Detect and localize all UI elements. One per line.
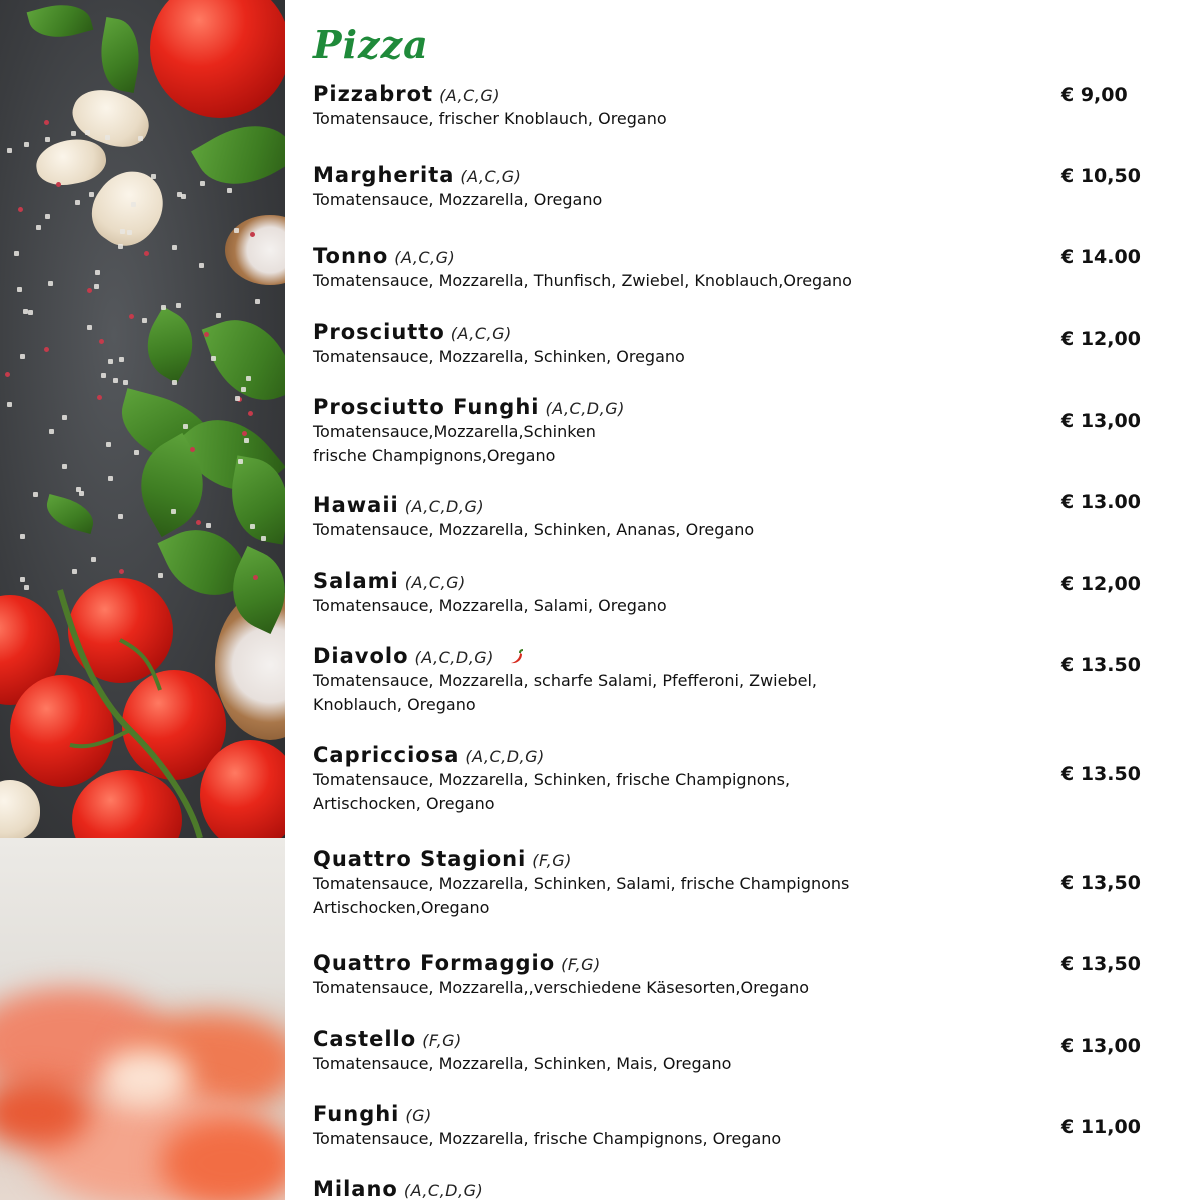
pizza-price: € 13,00 bbox=[1061, 410, 1141, 432]
salt-crystal bbox=[89, 192, 94, 197]
salt-crystal bbox=[134, 450, 139, 455]
pizza-price: € 10,50 bbox=[1061, 165, 1141, 187]
pizza-description: Tomatensauce, Mozzarella, Schinken, Ananas, Oregano bbox=[313, 520, 755, 539]
basil-leaf bbox=[191, 107, 285, 204]
salt-crystal bbox=[101, 373, 106, 378]
salt-crystal bbox=[20, 354, 25, 359]
salt-crystal bbox=[177, 192, 182, 197]
menu-item bbox=[313, 950, 1163, 1000]
allergen-codes: (A,C,D,G) bbox=[403, 1181, 484, 1200]
pizza-price: € 11,00 bbox=[1061, 1116, 1141, 1138]
pizza-description: Artischocken, Oregano bbox=[313, 793, 495, 813]
menu-item-header bbox=[313, 1026, 1163, 1052]
salt-crystal bbox=[91, 557, 96, 562]
menu-item bbox=[313, 846, 1163, 919]
salt-crystal bbox=[7, 402, 12, 407]
tomato bbox=[150, 0, 285, 118]
peppercorn bbox=[99, 339, 104, 344]
menu-item-header bbox=[313, 1101, 1163, 1127]
pizza-name: Pizzabrot bbox=[313, 82, 434, 106]
pizza-name: Quattro Formaggio bbox=[313, 951, 556, 975]
salt-crystal bbox=[113, 378, 118, 383]
allergen-codes: (A,C,G) bbox=[450, 324, 512, 343]
pizza-price: € 14.00 bbox=[1061, 246, 1141, 268]
salt-crystal bbox=[49, 429, 54, 434]
pizza-name: Diavolo bbox=[313, 644, 409, 668]
basil-leaf bbox=[94, 17, 146, 93]
menu-item bbox=[313, 1101, 1163, 1151]
salt-crystal bbox=[79, 491, 84, 496]
salt-crystal bbox=[244, 438, 249, 443]
pizza-name: Prosciutto Funghi bbox=[313, 395, 540, 419]
salt-crystal bbox=[211, 356, 216, 361]
pizza-description: Tomatensauce, Mozzarella, Schinken, Mais, Oregano bbox=[313, 1054, 732, 1073]
menu-item-header bbox=[313, 243, 1163, 269]
salt-crystal bbox=[28, 310, 33, 315]
allergen-codes: (A,C,G) bbox=[404, 573, 466, 592]
salt-crystal bbox=[158, 573, 163, 578]
menu-item-header bbox=[313, 492, 1163, 518]
pizza-price: € 12,00 bbox=[1061, 573, 1141, 595]
pizza-description: Tomatensauce, Mozzarella, scharfe Salami, Pfefferoni, Zwiebel, bbox=[313, 671, 817, 690]
peppercorn bbox=[190, 447, 195, 452]
allergen-codes: (A,C,D,G) bbox=[414, 648, 494, 667]
salt-crystal bbox=[106, 442, 111, 447]
basil-leaf bbox=[42, 494, 98, 534]
salt-crystal bbox=[45, 137, 50, 142]
pizza-description: Tomatensauce, Mozzarella, Schinken, frische Champignons, bbox=[313, 770, 791, 789]
pizza-name: Salami bbox=[313, 569, 399, 593]
pizza-name: Hawaii bbox=[313, 493, 399, 517]
allergen-codes: (G) bbox=[405, 1106, 432, 1125]
salt-crystal bbox=[199, 263, 204, 268]
salt-crystal bbox=[255, 299, 260, 304]
pizza-menu bbox=[313, 0, 1183, 1200]
peppercorn bbox=[119, 569, 124, 574]
allergen-codes: (A,C,D,G) bbox=[465, 747, 545, 766]
pizza-name: Prosciutto bbox=[313, 320, 445, 344]
salt-crystal bbox=[138, 136, 143, 141]
salt-crystal bbox=[75, 200, 80, 205]
pizza-description: Tomatensauce, Mozzarella, Thunfisch, Zwiebel, Knoblauch,Oregano bbox=[313, 271, 852, 290]
salt-crystal bbox=[108, 359, 113, 364]
salt-crystal bbox=[183, 424, 188, 429]
pizza-name: Capricciosa bbox=[313, 743, 460, 767]
salt-crystal bbox=[131, 202, 136, 207]
salt-crystal bbox=[105, 135, 110, 140]
pizza-description: Tomatensauce, frischer Knoblauch, Oregano bbox=[313, 109, 667, 128]
menu-title: Pizza bbox=[313, 22, 429, 67]
peppercorn bbox=[250, 232, 255, 237]
pizza-price: € 13,00 bbox=[1061, 1035, 1141, 1057]
menu-item bbox=[313, 742, 1163, 815]
salt-crystal bbox=[161, 305, 166, 310]
salt-crystal bbox=[20, 577, 25, 582]
peppercorn bbox=[144, 251, 149, 256]
pizza-name: Milano bbox=[313, 1177, 398, 1201]
salt-crystal bbox=[127, 230, 132, 235]
salt-crystal bbox=[36, 225, 41, 230]
salt-crystal bbox=[17, 287, 22, 292]
salt-crystal bbox=[119, 357, 124, 362]
peppercorn bbox=[18, 207, 23, 212]
menu-item bbox=[313, 1026, 1163, 1076]
salt-crystal bbox=[227, 188, 232, 193]
peppercorn bbox=[87, 288, 92, 293]
salt-crystal bbox=[7, 148, 12, 153]
pizza-description: Tomatensauce, Mozzarella, Salami, Oregano bbox=[313, 596, 667, 615]
salt-crystal bbox=[85, 130, 90, 135]
peppercorn bbox=[97, 395, 102, 400]
pizza-description: frische Champignons,Oregano bbox=[313, 445, 556, 465]
chili-pepper-icon bbox=[508, 649, 524, 665]
menu-item-header bbox=[313, 846, 1163, 872]
salt-crystal bbox=[172, 245, 177, 250]
allergen-codes: (F,G) bbox=[532, 851, 572, 870]
salt-crystal bbox=[234, 228, 239, 233]
peppercorn bbox=[242, 431, 247, 436]
salt-crystal bbox=[123, 380, 128, 385]
salt-crystal bbox=[48, 281, 53, 286]
menu-item bbox=[313, 492, 1163, 542]
salt-crystal bbox=[118, 244, 123, 249]
salt-crystal bbox=[238, 459, 243, 464]
basil-leaf bbox=[27, 0, 94, 45]
menu-item-header bbox=[313, 1176, 1163, 1202]
pizza-description: Tomatensauce, Mozzarella, frische Champignons, Oregano bbox=[313, 1129, 782, 1148]
menu-item-header bbox=[313, 950, 1163, 976]
pizza-name: Funghi bbox=[313, 1102, 400, 1126]
salt-crystal bbox=[71, 131, 76, 136]
allergen-codes: (A,C,G) bbox=[394, 248, 456, 267]
menu-item bbox=[313, 1176, 1163, 1202]
pizza-description: Tomatensauce,Mozzarella,Schinken bbox=[313, 422, 596, 441]
salt-crystal bbox=[62, 415, 67, 420]
allergen-codes: (A,C,D,G) bbox=[545, 399, 625, 418]
allergen-codes: (A,C,G) bbox=[439, 86, 501, 105]
salt-crystal bbox=[87, 325, 92, 330]
salt-crystal bbox=[241, 387, 246, 392]
salt-crystal bbox=[171, 509, 176, 514]
food-photo bbox=[0, 0, 285, 838]
photo-blur bbox=[100, 1048, 190, 1108]
salt-crystal bbox=[62, 464, 67, 469]
garlic-clove bbox=[33, 134, 110, 189]
pizza-name: Quattro Stagioni bbox=[313, 847, 527, 871]
salt-crystal bbox=[250, 524, 255, 529]
pizza-description: Knoblauch, Oregano bbox=[313, 694, 476, 714]
menu-item-header bbox=[313, 81, 1163, 107]
salt-crystal bbox=[24, 585, 29, 590]
peppercorn bbox=[5, 372, 10, 377]
salt-crystal bbox=[261, 536, 266, 541]
peppercorn bbox=[44, 347, 49, 352]
menu-item-header bbox=[313, 742, 1163, 768]
menu-item-header bbox=[313, 162, 1163, 188]
salt-crystal bbox=[206, 523, 211, 528]
menu-item-header bbox=[313, 319, 1163, 345]
pizza-description: Tomatensauce, Mozzarella, Schinken, Salami, frische Champignons bbox=[313, 874, 850, 893]
menu-item bbox=[313, 394, 1163, 467]
menu-item bbox=[313, 243, 1163, 293]
pizza-photo bbox=[0, 838, 285, 1200]
salt-crystal bbox=[172, 380, 177, 385]
salt-crystal bbox=[72, 569, 77, 574]
pizza-price: € 12,00 bbox=[1061, 328, 1141, 350]
pizza-price: € 13.50 bbox=[1061, 654, 1141, 676]
tomato-vine bbox=[0, 580, 285, 838]
salt-crystal bbox=[24, 142, 29, 147]
peppercorn bbox=[248, 411, 253, 416]
salt-crystal bbox=[118, 514, 123, 519]
peppercorn bbox=[253, 575, 258, 580]
salt-crystal bbox=[246, 376, 251, 381]
pizza-description: Tomatensauce, Mozzarella,,verschiedene Käsesorten,Oregano bbox=[313, 978, 810, 997]
pizza-description: Artischocken,Oregano bbox=[313, 897, 490, 917]
allergen-codes: (A,C,G) bbox=[460, 167, 522, 186]
menu-item bbox=[313, 162, 1163, 212]
pizza-description: Tomatensauce, Mozzarella, Oregano bbox=[313, 190, 603, 209]
pizza-price: € 13,50 bbox=[1061, 872, 1141, 894]
salt-crystal bbox=[200, 181, 205, 186]
salt-crystal bbox=[33, 492, 38, 497]
pizza-price: € 13.00 bbox=[1061, 491, 1141, 513]
pizza-name: Castello bbox=[313, 1027, 417, 1051]
salt-crystal bbox=[151, 174, 156, 179]
menu-item-header bbox=[313, 394, 1163, 420]
menu-item bbox=[313, 643, 1163, 716]
pizza-description: Tomatensauce, Mozzarella, Schinken, Oregano bbox=[313, 347, 685, 366]
allergen-codes: (F,G) bbox=[561, 955, 601, 974]
salt-crystal bbox=[14, 251, 19, 256]
salt-crystal bbox=[235, 396, 240, 401]
salt-crystal bbox=[20, 534, 25, 539]
peppercorn bbox=[196, 520, 201, 525]
pizza-name: Tonno bbox=[313, 244, 389, 268]
salt-crystal bbox=[176, 303, 181, 308]
salt-crystal bbox=[108, 476, 113, 481]
menu-item-header bbox=[313, 643, 1163, 669]
salt-crystal bbox=[94, 284, 99, 289]
pizza-price: € 13.50 bbox=[1061, 763, 1141, 785]
menu-item bbox=[313, 568, 1163, 618]
salt-crystal bbox=[120, 229, 125, 234]
peppercorn bbox=[129, 314, 134, 319]
pizza-name: Margherita bbox=[313, 163, 455, 187]
salt-crystal bbox=[216, 313, 221, 318]
menu-item-header bbox=[313, 568, 1163, 594]
peppercorn bbox=[44, 120, 49, 125]
pizza-price: € 9,00 bbox=[1061, 84, 1128, 106]
salt-crystal bbox=[142, 318, 147, 323]
pizza-price: € 13,50 bbox=[1061, 953, 1141, 975]
salt-bowl bbox=[225, 215, 285, 285]
peppercorn bbox=[204, 332, 209, 337]
allergen-codes: (A,C,D,G) bbox=[404, 497, 485, 516]
allergen-codes: (F,G) bbox=[422, 1031, 462, 1050]
salt-crystal bbox=[45, 214, 50, 219]
menu-item bbox=[313, 81, 1163, 131]
menu-item bbox=[313, 319, 1163, 369]
salt-crystal bbox=[95, 270, 100, 275]
peppercorn bbox=[56, 182, 61, 187]
